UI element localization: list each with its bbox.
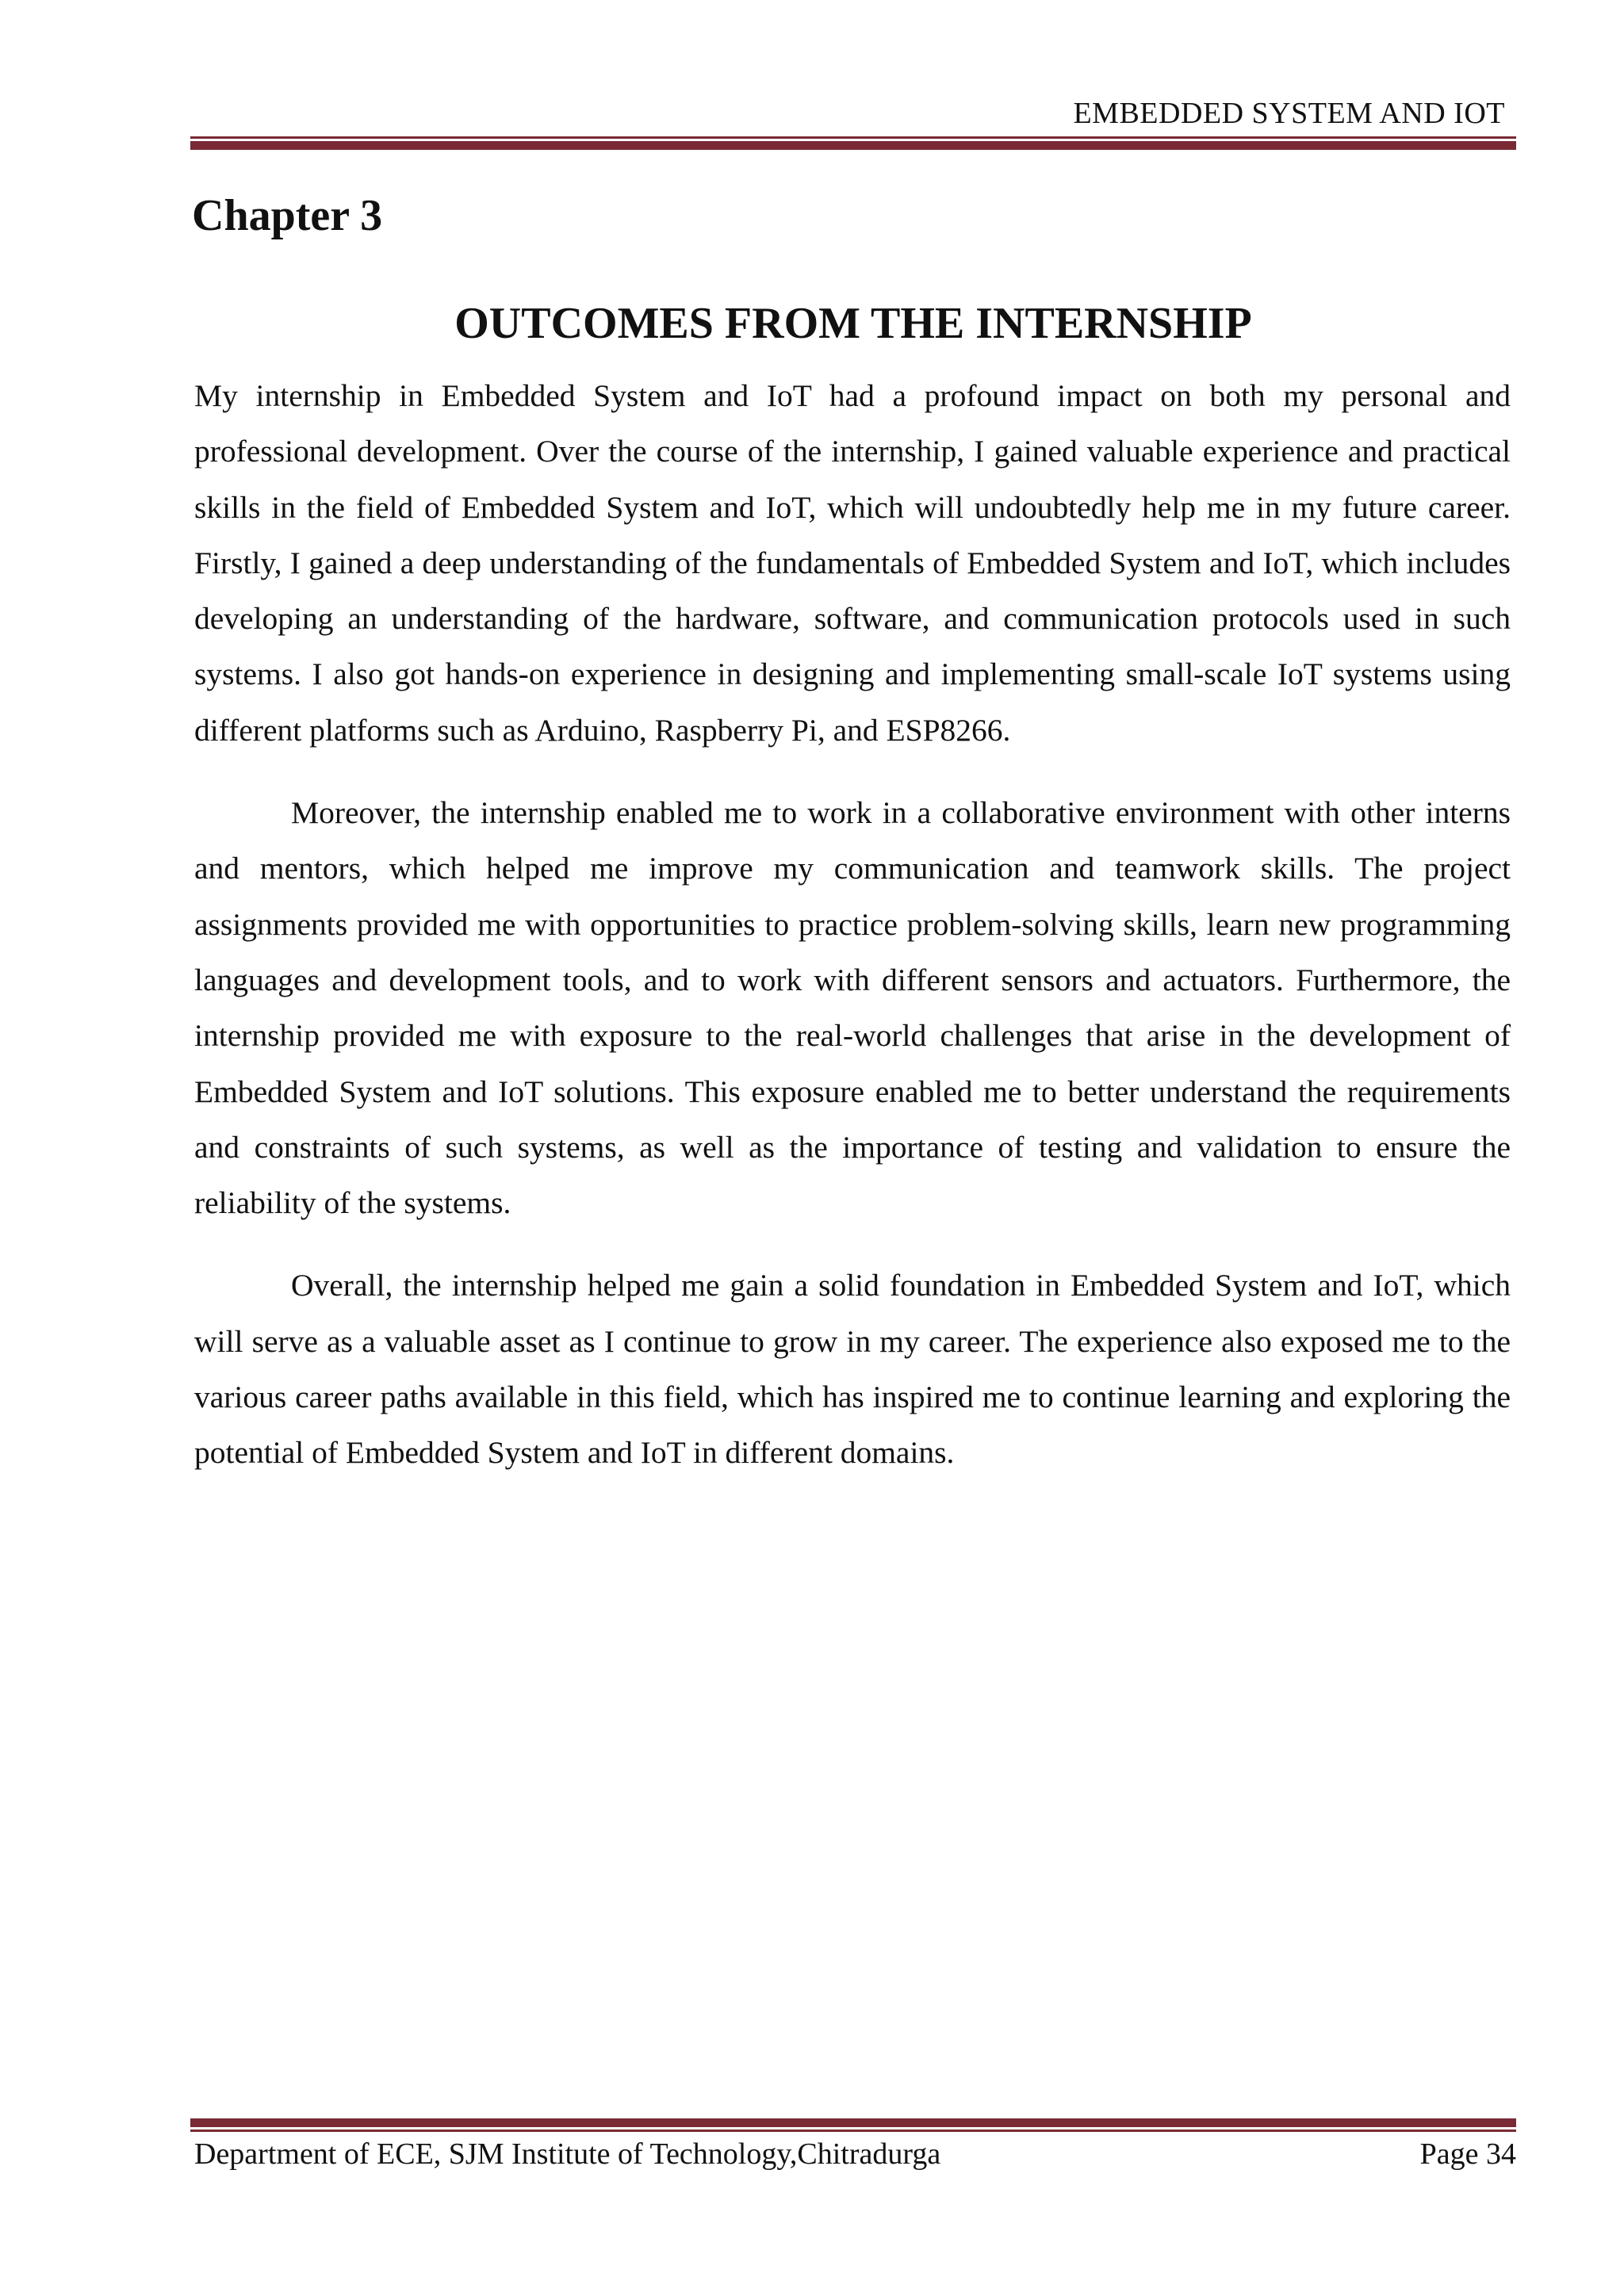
footer-rule-thin-line (190, 2130, 1516, 2132)
header-rule-thick-line (190, 141, 1516, 150)
footer-page-number: Page 34 (1419, 2137, 1516, 2171)
running-header-title: EMBEDDED SYSTEM AND IOT (1073, 97, 1505, 130)
footer-rule (190, 2118, 1516, 2132)
chapter-label: Chapter 3 (192, 191, 383, 240)
paragraph-1: My internship in Embedded System and IoT had a profound impact on both my personal and professional development. Over the course of the internship, I gained valuable experience and practical skills in the field of Embedded System and IoT, which will undoubtedly help me in my future career. Firstly, I gained a deep understanding of the fundamentals of Embedded System and IoT, which includes developing an understanding of the hardware, software, and communication protocols used in such systems. I also got hands-on experience in designing and implementing small-scale IoT systems using different platforms such as Arduino, Raspberry Pi, and ESP8266. (194, 378, 1511, 748)
footer-department: Department of ECE, SJM Institute of Technology,Chitradurga (194, 2137, 941, 2171)
body-text (194, 368, 1511, 1508)
paragraph-3: Overall, the internship helped me gain a solid foundation in Embedded System and IoT, which will serve as a valuable asset as I continue to grow in my career. The experience also exposed me to the various career paths available in this field, which has inspired me to continue learning and exploring the potential of Embedded System and IoT in different domains. (194, 1268, 1511, 1471)
header-rule (190, 136, 1516, 150)
paragraph-2: Moreover, the internship enabled me to work in a collaborative environment with other interns and mentors, which helped me improve my communication and teamwork skills. The project assignments provided me with opportunities to practice problem-solving skills, learn new programming languages and development tools, and to work with different sensors and actuators. Furthermore, the internship provided me with exposure to the real-world challenges that arise in the development of Embedded System and IoT solutions. This exposure enabled me to better understand the requirements and constraints of such systems, as well as the importance of testing and validation to ensure the reliability of the systems. (194, 795, 1511, 1221)
footer-rule-thick-line (190, 2118, 1516, 2127)
section-title: OUTCOMES FROM THE INTERNSHIP (454, 299, 1252, 348)
